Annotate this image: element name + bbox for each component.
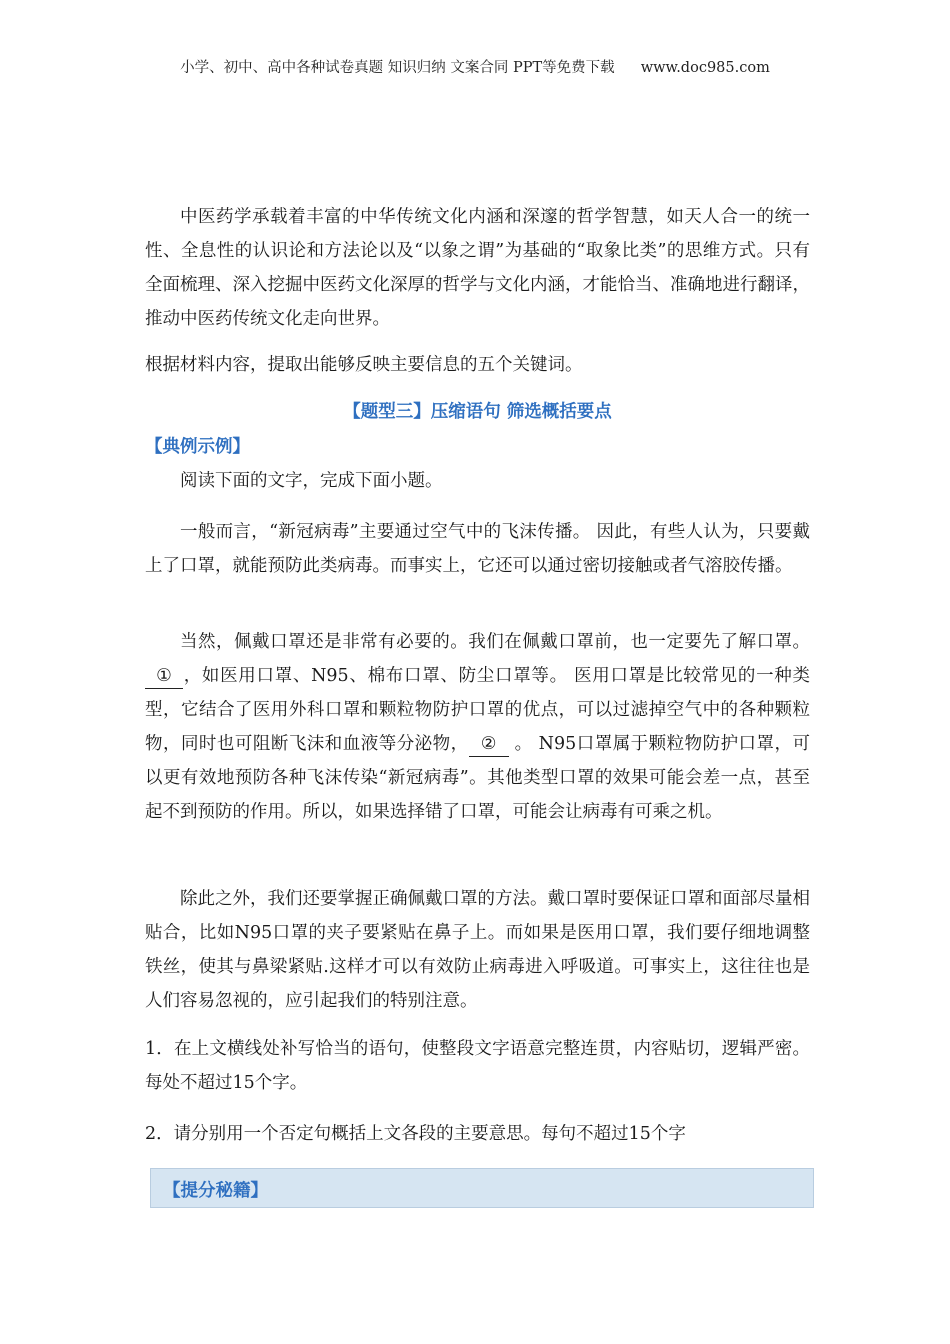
para2-part3: 。 N95口罩属于颗粒物防护口罩，可以更有效地预防各种飞沫传染“新冠病毒”。其他类型口罩的效果可能会差一点，甚至起不到预防的作用。所以，如果选择错了口罩，可能会让病毒有可乘之机。 [145,734,810,822]
question-2: 2．请分别用一个否定句概括上文各段的主要意思。每句不超过15个字 [145,1124,686,1144]
blank-1: ① [145,664,183,689]
header-site-link[interactable]: www.doc985.com [640,60,770,76]
article-paragraph-1: 一般而言，“新冠病毒”主要通过空气中的飞沫传播。 因此，有些人认为，只要戴上了口罩，就能预防此类病毒。而事实上，它还可以通过密切接触或者气溶胶传播。 [145,522,810,576]
question-keywords: 根据材料内容，提取出能够反映主要信息的五个关键词。 [145,355,583,375]
page-header [0,56,950,77]
article-paragraph-2 [145,625,810,829]
header-text: 小学、初中、高中各种试卷真题 知识归纳 文案合同 PPT等免费下载 [180,60,615,76]
example-label: 【典例示例】 [145,437,250,457]
tips-box [150,1168,814,1208]
para2-part2: ，如医用口罩、N95、棉布口罩、防尘口罩等。 医用口罩是比较常见的一种类型，它结合了医用外科口罩和颗粒物防护口罩的优点，可以过滤掉空气中的各种颗粒物，同时也可阻断飞沫和血液等分泌物， [145,666,810,754]
passage-tcm: 中医药学承载着丰富的中华传统文化内涵和深邃的哲学智慧，如天人合一的统一性、全息性的认识论和方法论以及“以象之谓”为基础的“取象比类”的思维方式。只有全面梳理、深入挖掘中医药文化深厚的哲学与文化内涵，才能恰当、准确地进行翻译，推动中医药传统文化走向世界。 [145,207,810,329]
tips-label: 【提分秘籍】 [163,1181,268,1201]
question-1: 1．在上文横线处补写恰当的语句，使整段文字语意完整连贯，内容贴切，逻辑严密。每处不超过15个字。 [145,1039,810,1093]
article-paragraph-3: 除此之外，我们还要掌握正确佩戴口罩的方法。戴口罩时要保证口罩和面部尽量相贴合，比如N95口罩的夹子要紧贴在鼻子上。而如果是医用口罩，我们要仔细地调整铁丝，使其与鼻梁紧贴.这样才可以有效防止病毒进入呼吸道。可事实上，这往往也是人们容易忽视的，应引起我们的特别注意。 [145,889,810,1011]
section-title: 【题型三】压缩语句 筛选概括要点 [343,402,612,422]
para2-part1: 当然，佩戴口罩还是非常有必要的。我们在佩戴口罩前，也一定要先了解口罩。 [180,632,810,652]
blank-2: ② [469,732,509,757]
instruction: 阅读下面的文字，完成下面小题。 [180,471,443,491]
